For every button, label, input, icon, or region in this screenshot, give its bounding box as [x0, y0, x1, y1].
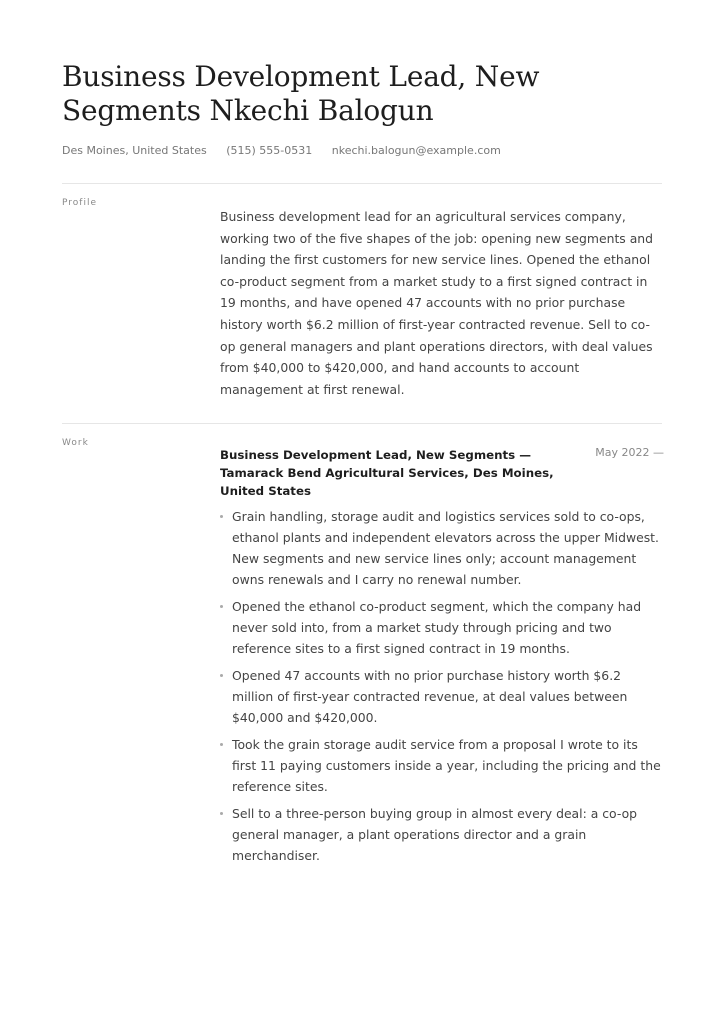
contact-email[interactable]: nkechi.balogun@example.com	[331, 144, 501, 157]
bullet-text: Grain handling, storage audit and logistics services sold to co-ops, ethanol plants and independent elevators across the upper Midwest. New segments and new service lines only; account management owns renewals and I carry no renewal number.	[232, 509, 659, 587]
section-label-profile: Profile	[62, 198, 97, 208]
contact-location: Des Moines, United States	[62, 144, 207, 157]
divider	[62, 183, 662, 184]
job-bullets	[220, 506, 664, 872]
list-item	[220, 506, 664, 590]
bullet-dot-icon	[220, 515, 223, 518]
bullet-text: Sell to a three-person buying group in almost every deal: a co-op general manager, a plant operations director and a grain merchandiser.	[232, 806, 638, 863]
bullet-text: Opened the ethanol co-product segment, which the company had never sold into, from a market study through pricing and two reference sites to a first signed contract in 19 months.	[232, 599, 642, 656]
bullet-dot-icon	[220, 743, 223, 746]
section-label-work: Work	[62, 438, 89, 448]
list-item	[220, 734, 664, 797]
profile-summary: Business development lead for an agricultural services company, working two of the five shapes of the job: opening new segments and landing the first customers for new service lines. Opened the ethanol co-product segment from a market study to a first signed contract in 19 months, and have opened 47 accounts with no prior purchase history worth $6.2 million of first-year contracted revenue. Sell to co-op general managers and plant operations directors, with deal values from $40,000 to $420,000, and hand accounts to account management at first renewal.	[220, 209, 654, 397]
bullet-dot-icon	[220, 812, 223, 815]
job-title: Business Development Lead, New Segments — Tamarack Bend Agricultural Services, Des Moines, United States	[220, 448, 554, 498]
list-item	[220, 596, 664, 659]
job-header	[220, 446, 664, 500]
bullet-dot-icon	[220, 605, 223, 608]
contact-line	[62, 144, 517, 157]
page-title: Business Development Lead, New Segments Nkechi Balogun	[62, 60, 540, 127]
bullet-dot-icon	[220, 674, 223, 677]
divider	[62, 423, 662, 424]
bullet-text: Opened 47 accounts with no prior purchase history worth $6.2 million of first-year contracted revenue, at deal values between $40,000 and $420,000.	[232, 668, 628, 725]
contact-phone: (515) 555-0531	[226, 144, 313, 157]
bullet-text: Took the grain storage audit service from a proposal I wrote to its first 11 paying customers inside a year, including the pricing and the reference sites.	[232, 737, 661, 794]
list-item	[220, 665, 664, 728]
list-item	[220, 803, 664, 866]
job-date: May 2022 —	[595, 446, 664, 459]
